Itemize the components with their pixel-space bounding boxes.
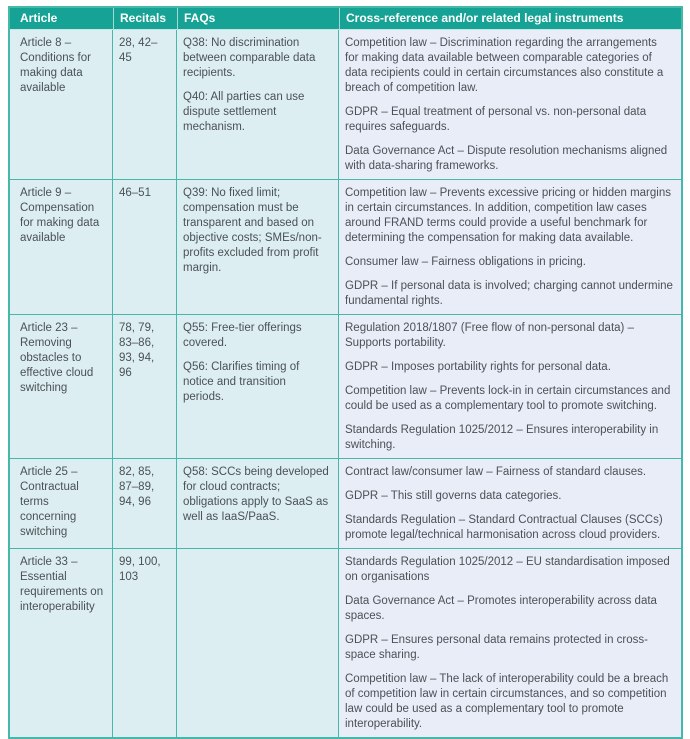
table-row <box>10 549 681 737</box>
faq-paragraph: Q38: No discrimination between comparable data recipients. <box>183 37 316 79</box>
cross-reference-paragraph: Data Governance Act – Dispute resolution mechanisms aligned with data-sharing frameworks. <box>345 145 668 172</box>
cell-cross-references <box>339 549 681 737</box>
faq-paragraph: Q39: No fixed limit; compensation must be transparent and based on objective costs; SMEs/non-profits excluded from profit margin. <box>183 187 322 274</box>
cross-reference-paragraph: GDPR – Ensures personal data remains protected in cross-space sharing. <box>345 634 648 661</box>
legal-instruments-table <box>8 6 683 739</box>
column-header-faqs: FAQs <box>177 8 339 30</box>
cell-recitals <box>113 30 177 180</box>
cross-reference-paragraph: Contract law/consumer law – Fairness of standard clauses. <box>345 466 647 478</box>
cross-reference-paragraph: Consumer law – Fairness obligations in pricing. <box>345 256 586 268</box>
cell-recitals <box>113 549 177 737</box>
recitals-value: 99, 100, 103 <box>119 556 161 583</box>
table-row <box>10 315 681 459</box>
cross-reference-paragraph: GDPR – This still governs data categories. <box>345 490 562 502</box>
cell-faqs <box>177 180 339 315</box>
column-header-article: Article <box>10 8 113 30</box>
cross-reference-paragraph: GDPR – Equal treatment of personal vs. non-personal data requires safeguards. <box>345 106 647 133</box>
article-title: Article 9 – Compensation for making data available <box>20 187 100 244</box>
cross-reference-paragraph: Standards Regulation – Standard Contractual Clauses (SCCs) promote legal/technical harmonisation across cloud providers. <box>345 514 663 541</box>
table-row <box>10 459 681 549</box>
header-row <box>10 8 681 30</box>
cell-cross-references <box>339 459 681 549</box>
cell-article <box>10 30 113 180</box>
cross-reference-paragraph: Competition law – The lack of interoperability could be a breach of competition law in certain circumstances, and so competition law could be used as a complementary tool to promote interoperability. <box>345 673 669 730</box>
recitals-value: 46–51 <box>119 187 151 199</box>
column-header-recitals: Recitals <box>113 8 177 30</box>
cross-reference-paragraph: Competition law – Prevents excessive pricing or hidden margins in certain circumstances. In addition, competition law cases around FRAND terms could provide a useful benchmark for determining the compensation for making data available. <box>345 187 671 244</box>
cross-reference-paragraph: Standards Regulation 1025/2012 – EU standardisation imposed on organisations <box>345 556 670 583</box>
cross-reference-paragraph: Data Governance Act – Promotes interoperability across data spaces. <box>345 595 657 622</box>
cell-cross-references <box>339 30 681 180</box>
cell-recitals <box>113 315 177 459</box>
cell-faqs <box>177 315 339 459</box>
table-row <box>10 180 681 315</box>
article-title: Article 33 – Essential requirements on interoperability <box>20 556 104 613</box>
faq-paragraph: Q56: Clarifies timing of notice and transition periods. <box>183 361 300 403</box>
column-header-crossreference: Cross-reference and/or related legal instruments <box>339 8 681 30</box>
cell-article <box>10 549 113 737</box>
article-title: Article 25 – Contractual terms concerning switching <box>20 466 79 538</box>
cell-faqs <box>177 30 339 180</box>
table-header <box>10 8 681 30</box>
table-body <box>10 30 681 737</box>
recitals-value: 78, 79, 83–86, 93, 94, 96 <box>119 322 155 379</box>
cell-article <box>10 180 113 315</box>
cell-recitals <box>113 459 177 549</box>
cross-reference-paragraph: Standards Regulation 1025/2012 – Ensures interoperability in switching. <box>345 424 659 451</box>
cell-faqs <box>177 549 339 737</box>
cross-reference-paragraph: Regulation 2018/1807 (Free flow of non-personal data) – Supports portability. <box>345 322 634 349</box>
cell-faqs <box>177 459 339 549</box>
cell-article <box>10 459 113 549</box>
cell-recitals <box>113 180 177 315</box>
recitals-value: 28, 42–45 <box>119 37 158 64</box>
article-title: Article 23 – Removing obstacles to effective cloud switching <box>20 322 94 394</box>
cross-reference-paragraph: GDPR – If personal data is involved; charging cannot undermine fundamental rights. <box>345 280 673 307</box>
cell-cross-references <box>339 315 681 459</box>
legal-instruments-table-container <box>8 6 679 739</box>
faq-paragraph: Q55: Free-tier offerings covered. <box>183 322 302 349</box>
article-title: Article 8 – Conditions for making data available <box>20 37 91 94</box>
cell-article <box>10 315 113 459</box>
cross-reference-paragraph: GDPR – Imposes portability rights for personal data. <box>345 361 611 373</box>
table-row <box>10 30 681 180</box>
recitals-value: 82, 85, 87–89, 94, 96 <box>119 466 155 508</box>
cell-cross-references <box>339 180 681 315</box>
cross-reference-paragraph: Competition law – Discrimination regarding the arrangements for making data available between comparable categories of data recipients could in certain circumstances also constitute a breach of competition law. <box>345 37 664 94</box>
faq-paragraph: Q58: SCCs being developed for cloud contracts; obligations apply to SaaS as well as IaaS/PaaS. <box>183 466 329 523</box>
faq-paragraph: Q40: All parties can use dispute settlement mechanism. <box>183 91 305 133</box>
cross-reference-paragraph: Competition law – Prevents lock-in in certain circumstances and could be used as a complementary tool to promote switching. <box>345 385 671 412</box>
